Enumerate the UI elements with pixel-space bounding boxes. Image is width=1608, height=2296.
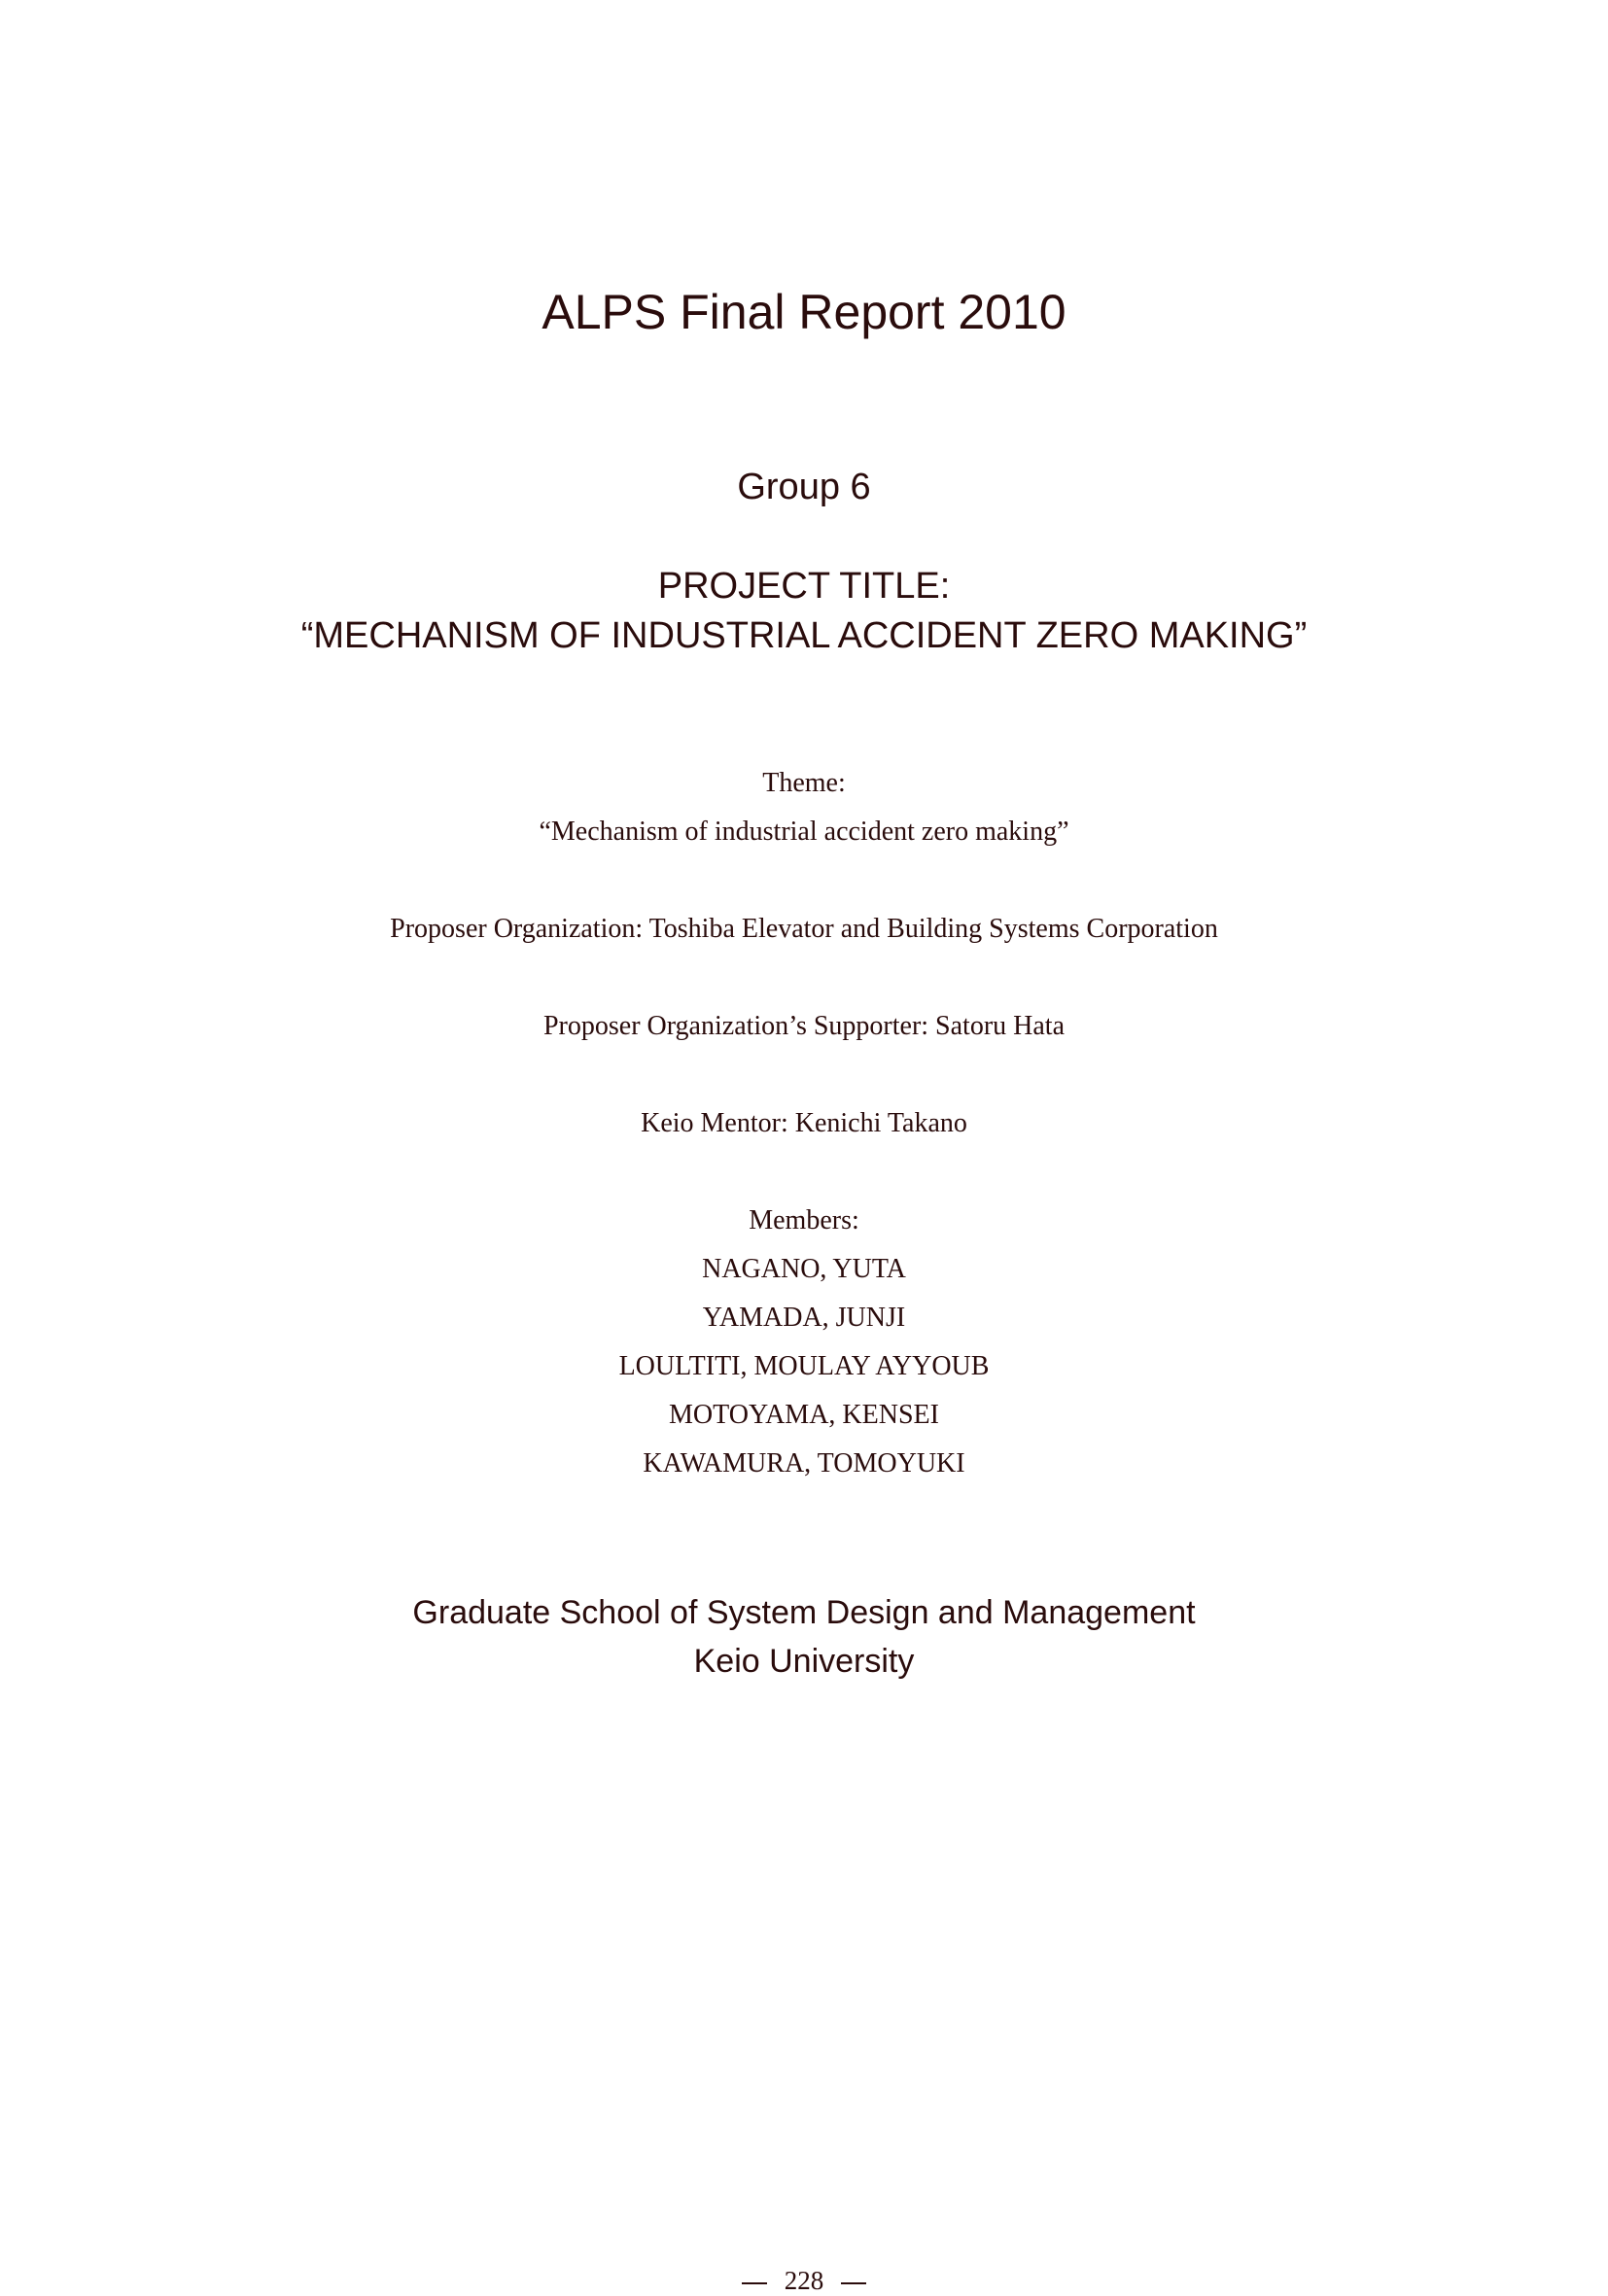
proposer-organization: Proposer Organization: Toshiba Elevator and Building Systems Corporation xyxy=(390,914,1218,944)
member-name: MOTOYAMA, KENSEI xyxy=(669,1400,939,1430)
keio-mentor: Keio Mentor: Kenichi Takano xyxy=(641,1108,967,1138)
member-name: NAGANO, YUTA xyxy=(702,1254,906,1284)
theme-label: Theme: xyxy=(762,768,846,798)
page-number: 228 xyxy=(784,2266,824,2295)
member-name: KAWAMURA, TOMOYUKI xyxy=(643,1448,965,1478)
report-title: ALPS Final Report 2010 xyxy=(542,285,1066,339)
theme-value: “Mechanism of industrial accident zero making” xyxy=(539,817,1069,847)
right-dash xyxy=(841,2282,866,2284)
university-name: Keio University xyxy=(693,1643,915,1680)
project-title-label: PROJECT TITLE: xyxy=(657,566,951,607)
member-name: LOULTITI, MOULAY AYYOUB xyxy=(618,1351,990,1381)
school-name: Graduate School of System Design and Management xyxy=(412,1594,1196,1631)
project-title: “MECHANISM OF INDUSTRIAL ACCIDENT ZERO MAKING” xyxy=(300,615,1308,656)
member-name: YAMADA, JUNJI xyxy=(702,1303,906,1333)
page-footer xyxy=(0,2266,1608,2296)
proposer-supporter: Proposer Organization’s Supporter: Satoru Hata xyxy=(542,1011,1066,1041)
group-label: Group 6 xyxy=(737,467,871,507)
members-label: Members: xyxy=(749,1205,859,1235)
left-dash xyxy=(742,2282,767,2284)
